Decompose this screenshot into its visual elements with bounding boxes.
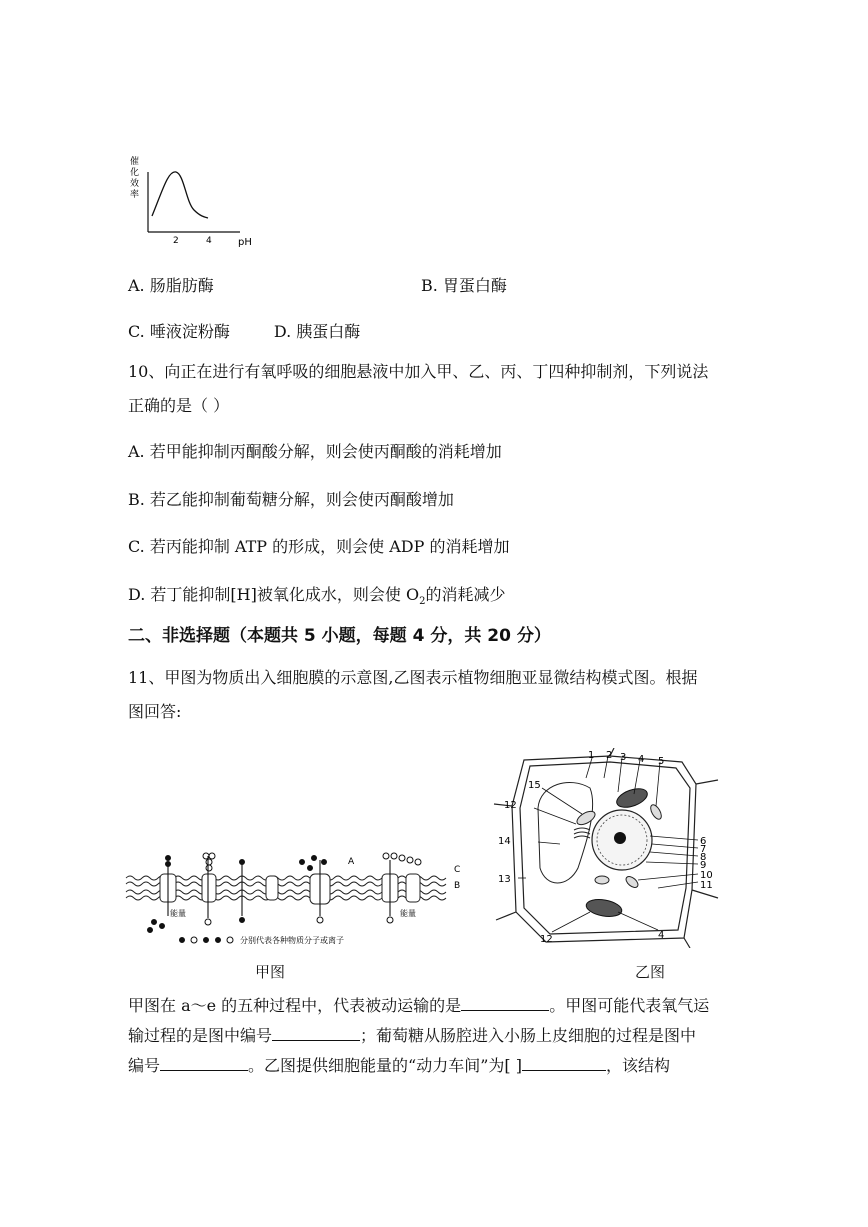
fig2-num-12-bottom: 12 — [540, 934, 553, 945]
q11-ans1-text-b: 。甲图可能代表氧气运 — [549, 996, 710, 1015]
q10-option-b: B. 若乙能抑制葡萄糖分解，则会使丙酮酸增加 — [128, 490, 454, 509]
fig2-num-7: 7 — [700, 844, 707, 855]
fig2-num-2: 2 — [606, 750, 613, 761]
q11-ans2-text-b: ；葡萄糖从肠腔进入小肠上皮细胞的过程是图中 — [360, 1026, 697, 1045]
q10-option-d-sub: 2 — [419, 596, 426, 608]
blank-power-station[interactable] — [522, 1054, 606, 1071]
q11-ans2-text-a: 输过程的是图中编号 — [128, 1026, 273, 1045]
fig2-num-3: 3 — [620, 752, 627, 763]
q10-option-d — [128, 585, 505, 612]
fig1-legend-symbols — [180, 937, 234, 943]
fig1-energy-left: 能量 — [170, 909, 186, 918]
plant-cell-figure — [490, 748, 722, 948]
molecules-outside — [166, 853, 422, 871]
fig2-num-4: 4 — [638, 754, 645, 765]
q9-option-c-text: C. 唾液淀粉酶 — [128, 322, 230, 341]
blank-oxygen-transport[interactable] — [272, 1024, 360, 1041]
fig2-caption: 乙图 — [635, 963, 666, 981]
enzyme-graph — [128, 152, 258, 248]
q11-stem-line1: 11、甲图为物质出入细胞膜的示意图,乙图表示植物细胞亚显微结构模式图。根据 — [128, 668, 698, 687]
q11-ans1-text-a: 甲图在 a～e 的五种过程中，代表被动运输的是 — [128, 996, 462, 1015]
fig1-legend: 分别代表各种物质分子或离子 — [240, 936, 344, 945]
section2-title: 二、非选择题（本题共 5 小题，每题 4 分，共 20 分） — [128, 626, 551, 646]
fig2-num-14: 14 — [498, 836, 511, 847]
vacuole — [538, 782, 593, 883]
q11-ans3-text-a: 编号 — [128, 1056, 161, 1075]
q9-option-a: A. 肠脂肪酶 — [128, 276, 214, 295]
fig2-num-1: 1 — [588, 750, 595, 761]
nucleus — [592, 810, 652, 870]
graph-xtick-4: 4 — [206, 236, 212, 246]
blank-passive-transport[interactable] — [461, 994, 549, 1011]
fig1-label-c: C — [454, 865, 461, 875]
enzyme-graph-svg — [128, 152, 258, 248]
graph-xtick-2: 2 — [173, 236, 179, 246]
q11-answer-line3 — [128, 1054, 670, 1076]
q9-option-d-text: D. 胰蛋白酶 — [273, 322, 361, 341]
q10-option-d-post: 的消耗减少 — [425, 585, 506, 604]
fig2-num-13: 13 — [498, 874, 511, 885]
fig1-energy-right: 能量 — [400, 909, 416, 918]
fig2-num-5: 5 — [658, 756, 665, 767]
fig2-num-10: 10 — [700, 870, 713, 881]
fig1-label-b: B — [454, 881, 461, 891]
graph-ylabel-3: 效 — [130, 179, 140, 189]
transport-arrows — [168, 856, 390, 918]
fig2-num-4-bottom: 4 — [658, 930, 665, 941]
q11-ans3-text-c: ，该结构 — [605, 1056, 670, 1075]
membrane-figure — [124, 848, 464, 948]
fig1-label-a: A — [348, 857, 355, 867]
fig1-caption: 甲图 — [255, 963, 286, 981]
q9-option-b: B. 胃蛋白酶 — [421, 276, 507, 295]
graph-ylabel-4: 率 — [130, 190, 140, 200]
graph-ylabel-2: 化 — [130, 168, 140, 178]
fig2-num-11: 11 — [700, 880, 713, 891]
graph-ylabel-1: 催 — [130, 157, 140, 167]
q9-option-c — [128, 322, 360, 342]
q10-stem-line2: 正确的是（ ） — [128, 396, 230, 415]
membrane-figure-svg — [124, 848, 464, 948]
fig2-num-12-left: 12 — [504, 800, 517, 811]
plant-cell-svg — [490, 748, 722, 948]
blank-glucose-transport[interactable] — [160, 1054, 248, 1071]
fig2-num-6: 6 — [700, 836, 707, 847]
fig2-num-15: 15 — [528, 780, 541, 791]
q10-option-d-pre: D. 若丁能抑制[H]被氧化成水，则会使 O — [128, 585, 420, 604]
q11-answer-line1 — [128, 994, 709, 1016]
q11-ans3-text-b: 。乙图提供细胞能量的“动力车间”为[ ] — [248, 1056, 522, 1075]
q11-answer-line2 — [128, 1024, 696, 1046]
q10-option-c: C. 若丙能抑制 ATP 的形成，则会使 ADP 的消耗增加 — [128, 537, 510, 556]
graph-xlabel: pH — [238, 237, 252, 248]
graph-curve — [152, 172, 208, 218]
q10-stem-line1: 10、向正在进行有氧呼吸的细胞悬液中加入甲、乙、丙、丁四种抑制剂，下列说法 — [128, 362, 709, 381]
fig2-num-9: 9 — [700, 860, 707, 871]
fig2-num-8: 8 — [700, 852, 707, 863]
molecules-inside — [148, 917, 394, 933]
q11-stem-line2: 图回答: — [128, 702, 182, 721]
q10-option-a: A. 若甲能抑制丙酮酸分解，则会使丙酮酸的消耗增加 — [128, 442, 502, 461]
